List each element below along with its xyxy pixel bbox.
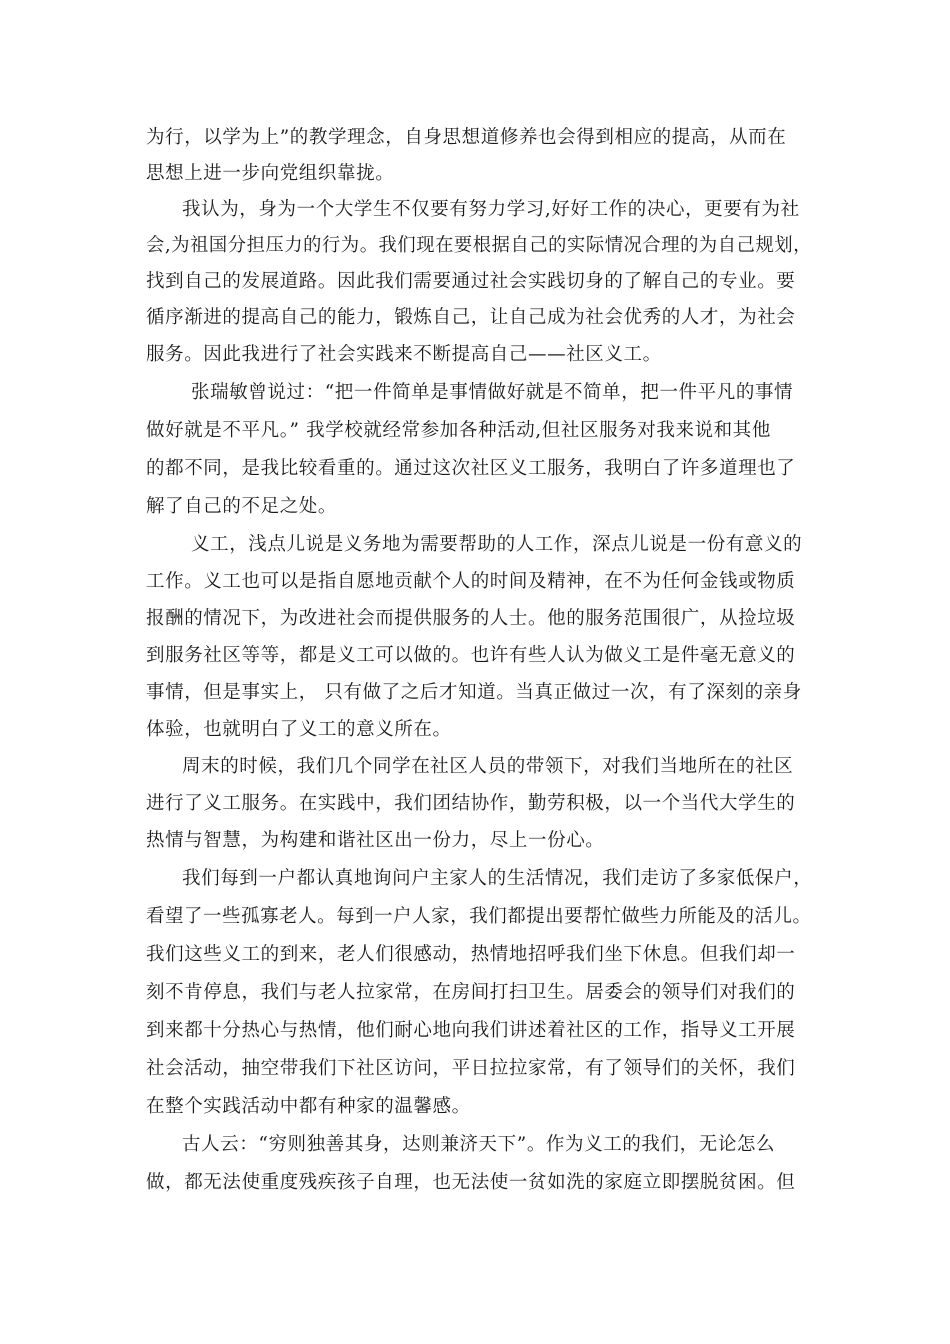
text-line: 到来都十分热心与热情，他们耐心地向我们讲述着社区的工作，指导义工开展: [146, 1020, 796, 1041]
text-line: 做好就是不平凡。” 我学校就经常参加各种活动,但社区服务对我来说和其他: [146, 420, 771, 441]
text-line: 事情，但是事实上， 只有做了之后才知道。当真正做过一次，有了深刻的亲身: [146, 682, 802, 703]
text-line: 我们每到一户都认真地询问户主家人的生活情况，我们走访了多家低保户，: [182, 868, 813, 889]
text-line: 刻不肯停息，我们与老人拉家常，在房间打扫卫生。居委会的领导们对我们的: [146, 982, 796, 1003]
text-line: 古人云：“穷则独善其身，达则兼济天下”。作为义工的我们，无论怎么: [182, 1134, 776, 1155]
text-line: 义工，浅点儿说是义务地为需要帮助的人工作，深点儿说是一份有意义的: [191, 534, 803, 555]
text-line: 我认为，身为一个大学生不仅要有努力学习,好好工作的决心，更要有为社: [182, 199, 800, 220]
text-line: 我们这些义工的到来，老人们很感动，热情地招呼我们坐下休息。但我们却一: [146, 944, 796, 965]
text-line: 进行了义工服务。在实践中，我们团结协作，勤劳积极，以一个当代大学生的: [146, 793, 796, 814]
text-line: 的都不同，是我比较看重的。通过这次社区义工服务，我明白了许多道理也了: [146, 458, 796, 479]
text-line: 报酬的情况下，为改进社会而提供服务的人士。他的服务范围很广，从捡垃圾: [146, 608, 796, 629]
text-line: 思想上进一步向党组织靠拢。: [146, 163, 395, 184]
text-line: 热情与智慧，为构建和谐社区出一份力，尽上一份心。: [146, 830, 605, 851]
text-line: 工作。义工也可以是指自愿地贡献个人的时间及精神，在不为任何金钱或物质: [146, 571, 796, 592]
text-line: 为行，以学为上”的教学理念，自身思想道修养也会得到相应的提高，从而在: [146, 127, 787, 148]
text-line: 周末的时候，我们几个同学在社区人员的带领下，对我们当地所在的社区: [182, 756, 794, 777]
text-line: 到服务社区等等，都是义工可以做的。也许有些人认为做义工是件毫无意义的: [146, 645, 796, 666]
text-line: 解了自己的不足之处。: [146, 496, 338, 517]
text-line: 服务。因此我进行了社会实践来不断提高自己——社区义工。: [146, 344, 662, 365]
text-line: 看望了一些孤寡老人。每到一户人家，我们都提出要帮忙做些力所能及的活儿。: [146, 906, 812, 927]
text-line: 在整个实践活动中都有种家的温馨感。: [146, 1096, 471, 1117]
text-line: 循序渐进的提高自己的能力，锻炼自己，让自己成为社会优秀的人才，为社会: [146, 307, 796, 328]
text-line: 体验，也就明白了义工的意义所在。: [146, 719, 452, 740]
text-line: 张瑞敏曾说过：“把一件简单是事情做好就是不简单，把一件平凡的事情: [191, 382, 794, 403]
text-line: 会,为祖国分担压力的行为。我们现在要根据自己的实际情况合理的为自己规划，: [146, 235, 813, 256]
text-line: 找到自己的发展道路。因此我们需要通过社会实践切身的了解自己的专业。要: [146, 271, 796, 292]
text-line: 社会活动，抽空带我们下社区访问，平日拉拉家常，有了领导们的关怀，我们: [146, 1058, 796, 1079]
text-line: 做，都无法使重度残疾孩子自理，也无法使一贫如洗的家庭立即摆脱贫困。但: [146, 1172, 796, 1193]
